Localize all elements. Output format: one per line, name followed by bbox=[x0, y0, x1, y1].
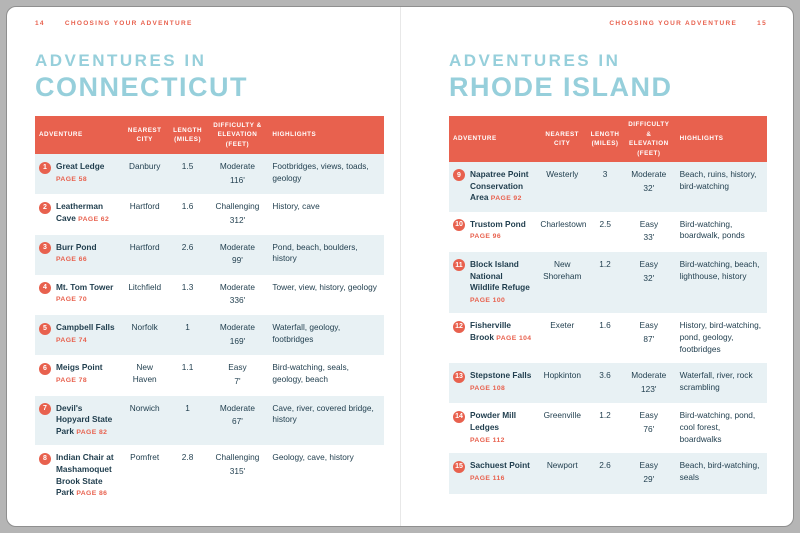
col-header-nearest-city: NEAREST CITY bbox=[545, 130, 579, 148]
adventure-cell bbox=[449, 453, 536, 493]
difficulty-level: Challenging bbox=[215, 201, 260, 212]
adventure-cell bbox=[449, 252, 536, 313]
table-body bbox=[449, 162, 767, 494]
page-left bbox=[7, 7, 400, 526]
row-number-badge: 12 bbox=[453, 321, 465, 333]
table-row bbox=[35, 194, 384, 234]
highlights: Bird-watching, boardwalk, ponds bbox=[679, 218, 745, 241]
nearest-city: Hartford bbox=[129, 201, 160, 212]
page-title-line2: CONNECTICUT bbox=[35, 71, 248, 102]
highlights: Beach, bird-watching, seals bbox=[679, 460, 760, 482]
adventure-name: Stepstone Falls bbox=[470, 370, 532, 381]
adventure-page-ref: PAGE 104 bbox=[496, 335, 532, 343]
nearest-city: Newport bbox=[546, 460, 578, 471]
row-number-badge: 14 bbox=[453, 411, 465, 423]
col-header-length: LENGTH (MILES) bbox=[173, 126, 203, 144]
row-number-badge: 2 bbox=[39, 202, 51, 214]
highlights: Bird-watching, seals, geology, beach bbox=[272, 362, 349, 384]
adventure-name: Mt. Tom Tower bbox=[56, 281, 114, 292]
adventure-name: Meigs Point bbox=[56, 362, 103, 373]
difficulty-level: Challenging bbox=[215, 452, 260, 463]
difficulty-level: Easy bbox=[639, 218, 659, 229]
elevation-feet: 123' bbox=[641, 383, 657, 394]
difficulty-elevation bbox=[622, 403, 676, 453]
row-number-badge: 8 bbox=[39, 453, 51, 465]
adventure-text bbox=[470, 410, 532, 445]
adventure-page-ref: PAGE 66 bbox=[56, 256, 88, 264]
table-row bbox=[35, 275, 384, 315]
difficulty-level: Moderate bbox=[219, 281, 255, 292]
page-title-line2: RHODE ISLAND bbox=[449, 71, 673, 102]
difficulty-elevation bbox=[207, 355, 269, 395]
running-head-text: CHOOSING YOUR ADVENTURE bbox=[64, 20, 193, 27]
adventure-page-ref: PAGE 92 bbox=[490, 195, 522, 203]
elevation-feet: 315' bbox=[229, 465, 246, 476]
difficulty-elevation bbox=[207, 315, 269, 355]
length-miles: 1.6 bbox=[181, 201, 194, 212]
length-miles: 1 bbox=[185, 402, 190, 413]
col-header-difficulty: DIFFICULTY & ELEVATION (FEET) bbox=[628, 121, 670, 157]
table-row bbox=[449, 252, 767, 313]
highlights: Waterfall, geology, footbridges bbox=[272, 322, 341, 344]
adventure-page-ref: PAGE 82 bbox=[76, 428, 108, 436]
adventure-name: Trustom Pond bbox=[470, 218, 526, 229]
adventure-name: Great Ledge bbox=[56, 161, 105, 172]
length-miles: 1.1 bbox=[181, 362, 194, 373]
adventure-page-ref: PAGE 96 bbox=[470, 233, 502, 241]
nearest-city: Hopkinton bbox=[543, 370, 581, 381]
adventure-text bbox=[56, 282, 117, 307]
elevation-feet: 76' bbox=[643, 424, 655, 435]
adventure-text bbox=[470, 320, 532, 355]
difficulty-elevation bbox=[207, 445, 269, 506]
page-number: 15 bbox=[757, 20, 767, 27]
adventure-name: Block Island National Wildlife Refuge bbox=[470, 258, 530, 293]
table-row bbox=[35, 315, 384, 355]
adventure-text bbox=[56, 452, 117, 498]
difficulty-elevation bbox=[622, 313, 676, 363]
col-header-nearest-city: NEAREST CITY bbox=[127, 126, 162, 144]
elevation-feet: 7' bbox=[234, 375, 241, 386]
adventure-text bbox=[470, 219, 532, 244]
highlights: Footbridges, views, toads, geology bbox=[272, 161, 369, 183]
difficulty-elevation bbox=[622, 453, 676, 493]
nearest-city: New Haven bbox=[132, 362, 157, 384]
length-miles: 1.3 bbox=[181, 281, 194, 292]
page-title-line1: ADVENTURES IN bbox=[449, 51, 621, 70]
difficulty-elevation bbox=[207, 396, 269, 446]
difficulty-level: Moderate bbox=[631, 370, 667, 381]
difficulty-level: Easy bbox=[639, 460, 658, 471]
length-miles: 3 bbox=[602, 168, 608, 179]
length-miles: 2.8 bbox=[181, 452, 194, 463]
col-header-adventure: ADVENTURE bbox=[39, 131, 83, 139]
adventure-page-ref: PAGE 58 bbox=[56, 175, 88, 183]
highlights: Waterfall, river, rock scrambling bbox=[679, 370, 753, 392]
adventure-name: Sachuest Point bbox=[470, 460, 530, 471]
nearest-city: Hartford bbox=[129, 241, 160, 252]
row-number-badge: 4 bbox=[39, 282, 51, 294]
nearest-city: Pomfret bbox=[130, 452, 160, 463]
highlights: Tower, view, history, geology bbox=[272, 281, 377, 292]
adventure-text bbox=[56, 322, 117, 347]
table-row bbox=[35, 355, 384, 395]
running-head-text: CHOOSING YOUR ADVENTURE bbox=[609, 20, 738, 27]
highlights: History, bird-watching, pond, geology, footbridges bbox=[679, 320, 762, 354]
nearest-city: Greenville bbox=[543, 410, 581, 421]
elevation-feet: 87' bbox=[643, 334, 655, 345]
row-number-badge: 6 bbox=[39, 363, 51, 375]
adventure-cell bbox=[35, 194, 121, 234]
adventure-cell bbox=[449, 162, 536, 212]
elevation-feet: 32' bbox=[643, 272, 655, 283]
adventure-cell bbox=[449, 363, 536, 403]
running-head-left bbox=[35, 20, 384, 27]
nearest-city: Norfolk bbox=[131, 322, 158, 333]
difficulty-elevation bbox=[207, 235, 269, 275]
row-number-badge: 13 bbox=[453, 371, 465, 383]
adventure-name: Napatree Point Conservation Area bbox=[470, 168, 529, 203]
nearest-city: Litchfield bbox=[128, 281, 162, 292]
elevation-feet: 67' bbox=[232, 416, 243, 427]
adventure-cell bbox=[449, 212, 536, 252]
difficulty-level: Easy bbox=[639, 320, 658, 331]
elevation-feet: 32' bbox=[643, 182, 655, 193]
elevation-feet: 116' bbox=[230, 174, 245, 185]
page-title-line1: ADVENTURES IN bbox=[35, 51, 207, 70]
length-miles: 2.6 bbox=[599, 460, 611, 471]
adventure-cell bbox=[449, 313, 536, 363]
length-miles: 1.6 bbox=[599, 320, 611, 331]
adventure-text bbox=[470, 169, 532, 204]
difficulty-level: Easy bbox=[228, 362, 247, 373]
adventure-name: Powder Mill Ledges bbox=[470, 410, 517, 433]
length-miles: 1.5 bbox=[181, 161, 194, 172]
adventure-text bbox=[56, 201, 117, 226]
col-header-difficulty: DIFFICULTY & ELEVATION (FEET) bbox=[213, 122, 262, 148]
table-row bbox=[35, 396, 384, 446]
page-title bbox=[35, 52, 384, 101]
table-row bbox=[35, 445, 384, 506]
adventure-page-ref: PAGE 108 bbox=[470, 384, 506, 392]
col-header-length: LENGTH (MILES) bbox=[590, 130, 620, 148]
adventure-text bbox=[56, 362, 117, 387]
difficulty-elevation bbox=[207, 194, 269, 234]
adventure-page-ref: PAGE 116 bbox=[470, 474, 505, 482]
elevation-feet: 33' bbox=[643, 232, 655, 243]
highlights: Bird-watching, beach, lighthouse, history bbox=[679, 258, 760, 281]
table-body bbox=[35, 154, 384, 507]
col-header-adventure: ADVENTURE bbox=[453, 135, 497, 143]
difficulty-level: Moderate bbox=[219, 402, 255, 413]
adventure-page-ref: PAGE 86 bbox=[76, 490, 108, 498]
elevation-feet: 312' bbox=[229, 215, 246, 226]
col-header-highlights: HIGHLIGHTS bbox=[272, 131, 317, 139]
difficulty-elevation bbox=[622, 162, 676, 212]
difficulty-level: Easy bbox=[639, 258, 658, 269]
adventure-cell bbox=[449, 403, 536, 453]
difficulty-elevation bbox=[622, 212, 676, 252]
page-right bbox=[400, 7, 793, 526]
book-spread bbox=[6, 6, 794, 527]
elevation-feet: 336' bbox=[229, 295, 246, 306]
elevation-feet: 99' bbox=[232, 255, 243, 266]
difficulty-elevation bbox=[622, 363, 676, 403]
highlights: Pond, beach, boulders, history bbox=[272, 241, 358, 264]
running-head-right bbox=[449, 20, 767, 27]
adventure-text bbox=[470, 259, 532, 305]
connecticut-table bbox=[35, 116, 384, 507]
page-number: 14 bbox=[35, 20, 45, 27]
difficulty-elevation bbox=[207, 275, 269, 315]
row-number-badge: 1 bbox=[39, 162, 51, 174]
length-miles: 2.5 bbox=[599, 218, 611, 229]
table-header-row bbox=[449, 116, 767, 162]
length-miles: 2.6 bbox=[181, 241, 194, 252]
row-number-badge: 5 bbox=[39, 323, 51, 335]
highlights: Geology, cave, history bbox=[272, 452, 354, 463]
table-row bbox=[35, 154, 384, 194]
row-number-badge: 7 bbox=[39, 403, 51, 415]
length-miles: 1 bbox=[185, 322, 190, 333]
adventure-cell bbox=[35, 315, 121, 355]
page-title bbox=[449, 52, 767, 101]
difficulty-level: Moderate bbox=[219, 241, 255, 252]
adventure-name: Leatherman Cave bbox=[56, 201, 104, 224]
adventure-page-ref: PAGE 78 bbox=[56, 376, 88, 384]
length-miles: 3.6 bbox=[599, 370, 611, 381]
adventure-page-ref: PAGE 62 bbox=[78, 216, 110, 224]
adventure-cell bbox=[35, 235, 121, 275]
nearest-city: Charlestown bbox=[540, 218, 587, 229]
difficulty-level: Moderate bbox=[219, 161, 255, 172]
table-row bbox=[449, 363, 767, 403]
adventure-name: Indian Chair at Mashamoquet Brook State Park bbox=[56, 452, 114, 498]
table-row bbox=[449, 403, 767, 453]
nearest-city: New Shoreham bbox=[543, 258, 582, 281]
adventure-cell bbox=[35, 396, 121, 446]
adventure-cell bbox=[35, 445, 121, 506]
adventure-name: Fisherville Brook bbox=[470, 320, 512, 343]
row-number-badge: 15 bbox=[453, 461, 465, 473]
highlights: Beach, ruins, history, bird-watching bbox=[679, 168, 757, 191]
length-miles: 1.2 bbox=[599, 410, 611, 421]
difficulty-elevation bbox=[622, 252, 676, 313]
adventure-page-ref: PAGE 100 bbox=[470, 296, 506, 304]
table-header-row bbox=[35, 116, 384, 154]
row-number-badge: 9 bbox=[453, 169, 465, 181]
highlights: Bird-watching, pond, cool forest, boardwalks bbox=[679, 410, 756, 444]
adventure-page-ref: PAGE 74 bbox=[56, 336, 88, 344]
table-row bbox=[449, 313, 767, 363]
difficulty-level: Moderate bbox=[219, 322, 255, 333]
difficulty-level: Easy bbox=[639, 410, 658, 421]
table-row bbox=[449, 453, 767, 493]
adventure-cell bbox=[35, 355, 121, 395]
col-header-highlights: HIGHLIGHTS bbox=[679, 135, 724, 143]
adventure-text bbox=[56, 403, 117, 438]
adventure-name: Campbell Falls bbox=[56, 322, 115, 333]
adventure-text bbox=[56, 242, 117, 267]
adventure-page-ref: PAGE 112 bbox=[470, 436, 505, 444]
adventure-page-ref: PAGE 70 bbox=[56, 296, 88, 304]
adventure-name: Devil's Hopyard State Park bbox=[56, 402, 113, 436]
table-row bbox=[449, 162, 767, 212]
highlights: Cave, river, covered bridge, history bbox=[272, 402, 374, 425]
table-row bbox=[449, 212, 767, 252]
nearest-city: Westerly bbox=[546, 168, 579, 179]
adventure-text bbox=[470, 460, 532, 485]
rhode-island-table bbox=[449, 116, 767, 493]
table-row bbox=[35, 235, 384, 275]
highlights: History, cave bbox=[272, 201, 320, 212]
difficulty-elevation bbox=[207, 154, 269, 194]
difficulty-level: Moderate bbox=[631, 168, 667, 179]
adventure-name: Burr Pond bbox=[56, 241, 97, 252]
elevation-feet: 29' bbox=[643, 473, 655, 484]
adventure-text bbox=[56, 161, 117, 186]
adventure-cell bbox=[35, 154, 121, 194]
row-number-badge: 3 bbox=[39, 242, 51, 254]
length-miles: 1.2 bbox=[599, 258, 611, 269]
nearest-city: Exeter bbox=[550, 320, 575, 331]
adventure-text bbox=[470, 370, 532, 395]
nearest-city: Norwich bbox=[129, 402, 160, 413]
row-number-badge: 11 bbox=[453, 259, 465, 271]
row-number-badge: 10 bbox=[453, 219, 465, 231]
adventure-cell bbox=[35, 275, 121, 315]
nearest-city: Danbury bbox=[129, 161, 161, 172]
elevation-feet: 169' bbox=[229, 335, 246, 346]
